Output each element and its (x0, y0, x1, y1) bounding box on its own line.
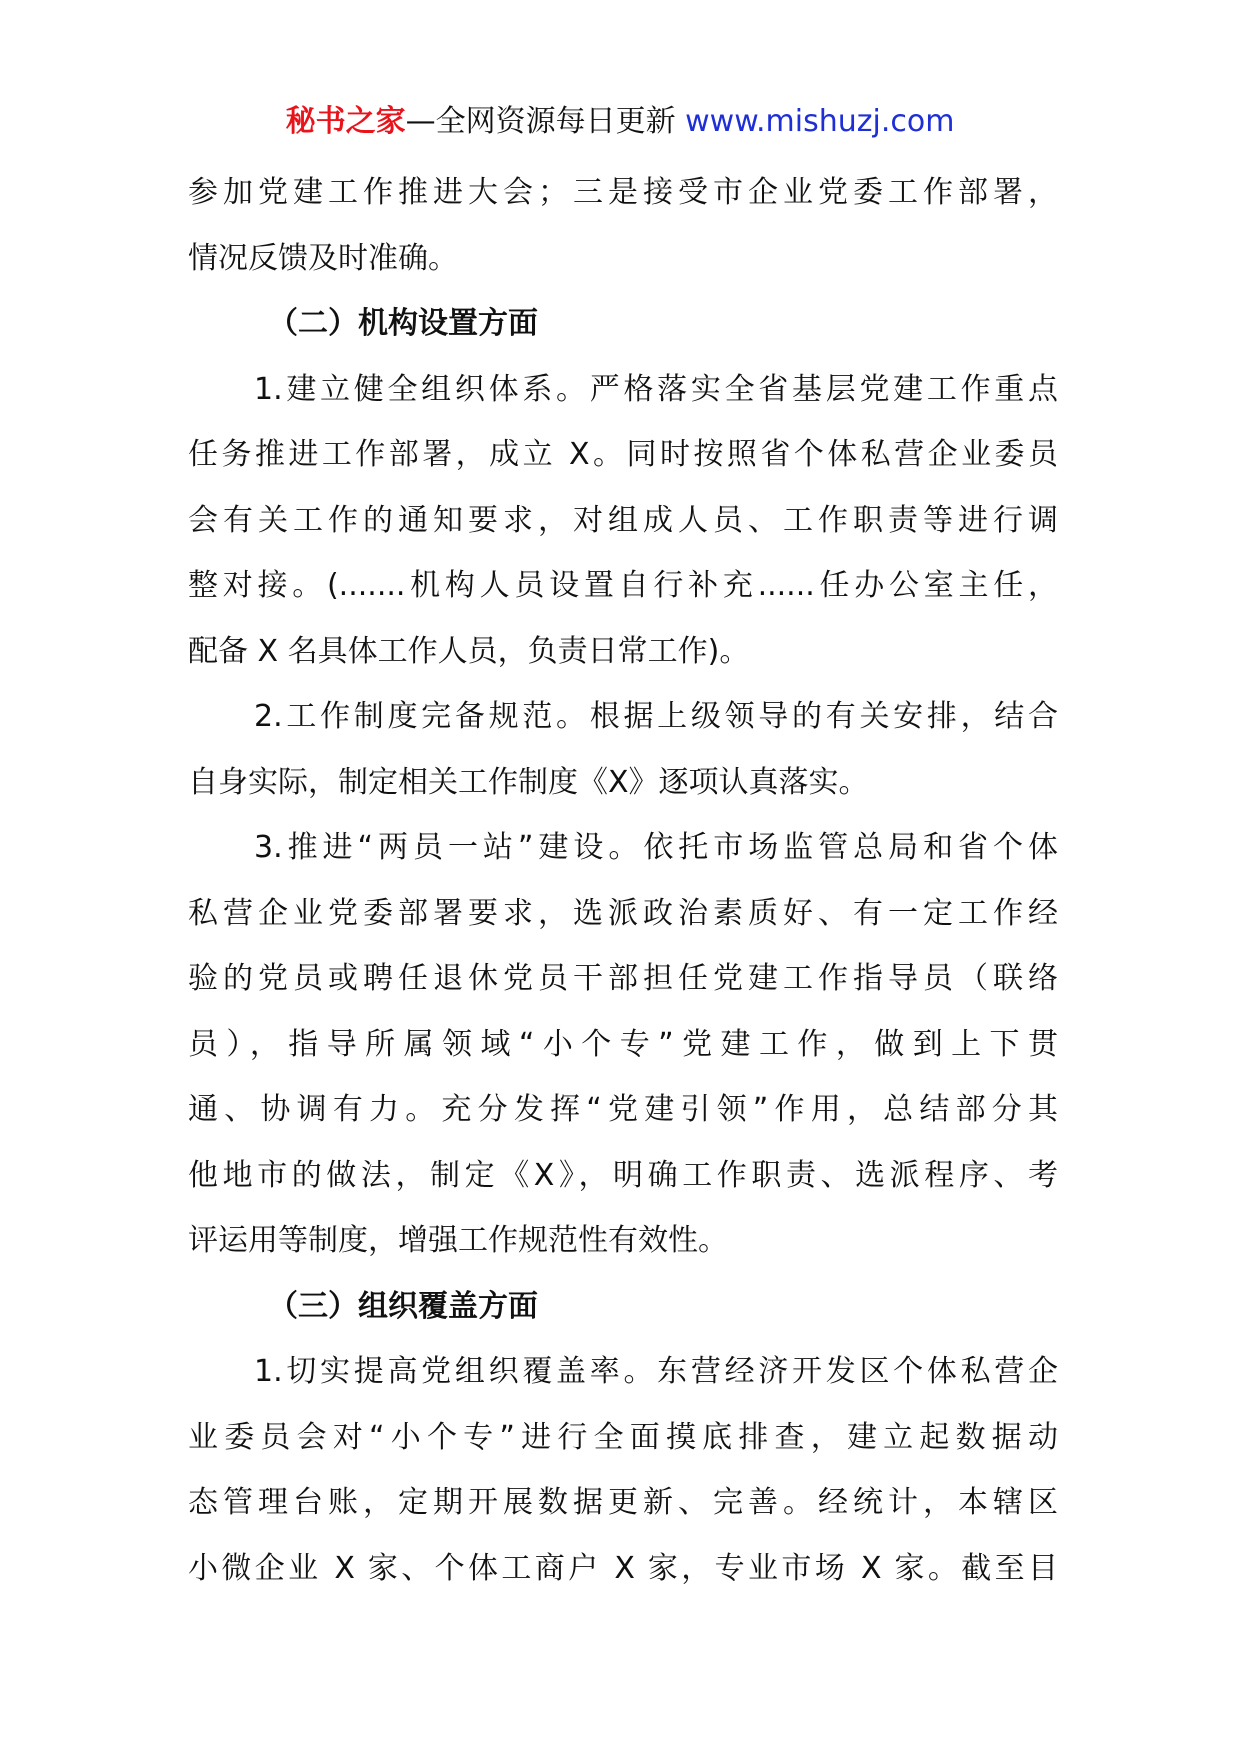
text-line: 3.推进“两员一站”建设。依托市场监管总局和省个体 (254, 830, 1058, 865)
brand-name: 秘书之家 (285, 104, 406, 139)
text-line: 情况反馈及时准确。 (188, 240, 458, 276)
text-line: 私营企业党委部署要求，选派政治素质好、有一定工作经 (188, 895, 1058, 931)
text-line: 任务推进工作部署，成立 X。同时按照省个体私营企业委员 (188, 437, 1058, 472)
text-line: 员），指导所属领域“小个专”党建工作，做到上下贯 (188, 1026, 1058, 1062)
text-line: 整对接。(.......机构人员设置自行补充......任办公室主任， (188, 568, 1058, 603)
text-line: 评运用等制度，增强工作规范性有效性。 (188, 1223, 728, 1258)
section-heading-2: （二）机构设置方面 (268, 306, 538, 341)
watermark-header (0, 102, 1240, 142)
text-line: 态管理台账，定期开展数据更新、完善。经统计，本辖区 (188, 1485, 1058, 1520)
text-line: 自身实际，制定相关工作制度《X》逐项认真落实。 (188, 764, 869, 800)
text-line: 1.切实提高党组织覆盖率。东营经济开发区个体私营企 (254, 1354, 1058, 1389)
text-line: 验的党员或聘任退休党员干部担任党建工作指导员（联络 (188, 961, 1058, 996)
text-line: 配备 X 名具体工作人员，负责日常工作)。 (188, 633, 750, 669)
text-line: 小微企业 X 家、个体工商户 X 家，专业市场 X 家。截至目 (188, 1550, 1058, 1586)
document-body (188, 160, 1058, 1601)
text-line: 他地市的做法，制定《X》，明确工作职责、选派程序、考 (188, 1157, 1058, 1193)
header-slogan: —全网资源每日更新 (405, 104, 686, 139)
text-line: 业委员会对“小个专”进行全面摸底排查，建立起数据动 (188, 1419, 1058, 1455)
text-line: 会有关工作的通知要求，对组成人员、工作职责等进行调 (188, 502, 1058, 538)
section-heading-3: （三）组织覆盖方面 (268, 1288, 538, 1324)
text-line: 2.工作制度完备规范。根据上级领导的有关安排，结合 (254, 699, 1058, 734)
header-url[interactable]: www.mishuzj.com (685, 104, 955, 139)
text-line: 通、协调有力。充分发挥“党建引领”作用，总结部分其 (188, 1092, 1058, 1127)
text-line: 1.建立健全组织体系。严格落实全省基层党建工作重点 (254, 371, 1058, 407)
text-line: 参加党建工作推进大会；三是接受市企业党委工作部署， (188, 175, 1058, 210)
